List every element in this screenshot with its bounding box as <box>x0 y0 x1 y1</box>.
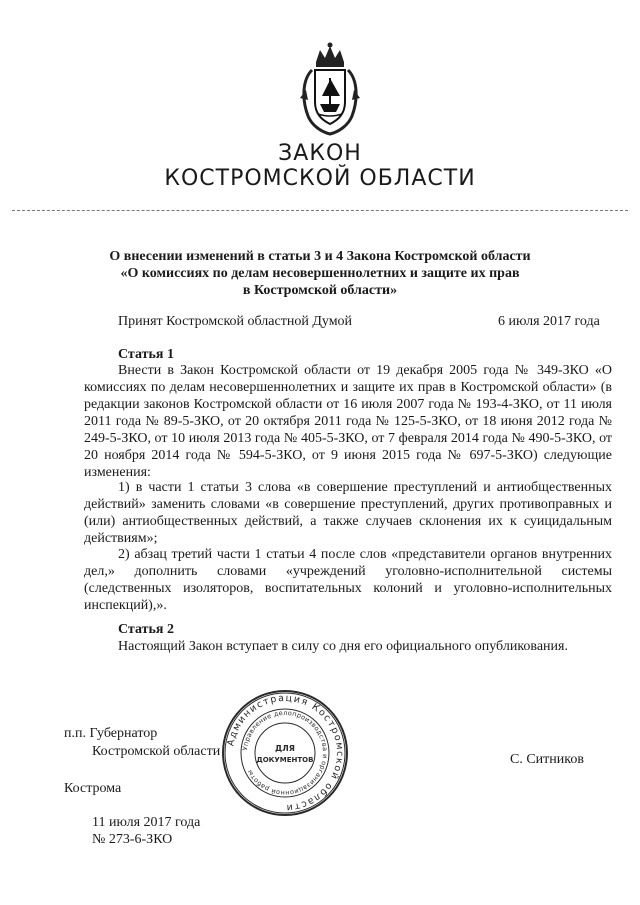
law-number: № 273-6-ЗКО <box>92 832 173 847</box>
signing-city: Кострома <box>64 781 122 796</box>
law-heading-line3: в Костромской области» <box>242 283 398 298</box>
svg-text:Управление делопроизводства и <box>241 709 329 797</box>
article1-title: Статья 1 <box>118 347 174 362</box>
adopted-date: 6 июля 2017 года <box>498 314 600 329</box>
signatory-region: Костромской области <box>92 744 221 759</box>
law-heading-line2: «О комиссиях по делам несовершеннолетних и защите их прав <box>120 266 520 281</box>
signatory-title: п.п. Губернатор <box>64 726 158 741</box>
article2-title: Статья 2 <box>118 622 174 637</box>
article1-item1: 1) в части 1 статьи 3 слова «в совершение преступлений и антиобщественных действий» заменить словами «в совершение преступлений, других противоправных и (или) антиобщественных действий, а также случаев склонения их к суицидальным действиям»; <box>84 480 612 546</box>
article1-item2: 2) абзац третий части 1 статьи 4 после слов «представители органов внутренних дел,» дополнить словами «учреждений уголовно-исполнительной системы (следственных изоляторов, воспитательных колоний и уголовно-исполнительных инспекций),». <box>84 547 612 613</box>
coat-of-arms-emblem <box>298 40 362 136</box>
header-divider <box>12 210 628 211</box>
law-heading-line1: О внесении изменений в статьи 3 и 4 Закона Костромской области <box>109 249 531 264</box>
law-title: ЗАКОН <box>278 141 362 166</box>
law-region: КОСТРОМСКОЙ ОБЛАСТИ <box>164 166 476 191</box>
article1-intro: Внести в Закон Костромской области от 19 декабря 2005 года № 349-ЗКО «О комиссиях по делам несовершеннолетних и защите их прав в Костромской области» (в редакции законов Костромской области от 16 июля 2007 года № 193-4-ЗКО, от 11 июля 2011 года № 89-5-ЗКО, от 20 октября 2011 года № 125-5-ЗКО, от 18 июня 2012 года № 249-5-ЗКО, от 10 июля 2013 года № 405-5-ЗКО, от 7 февраля 2014 года № 490-5-ЗКО, от 20 ноября 2014 года № 594-5-ЗКО, от 9 июня 2015 года № 697-5-ЗКО) следующие изменения: <box>84 363 612 480</box>
signatory-name: С. Ситников <box>510 752 584 767</box>
seal-center-line2: ДОКУМЕНТОВ <box>256 756 314 764</box>
article2-text: Настоящий Закон вступает в силу со дня его официального опубликования. <box>118 639 568 654</box>
seal-center-line1: ДЛЯ <box>275 744 295 753</box>
adopted-by: Принят Костромской областной Думой <box>118 314 353 329</box>
seal-inner-text: Управление делопроизводства и организационной работы <box>241 708 330 798</box>
signing-date: 11 июля 2017 года <box>92 815 201 830</box>
seal-outer-text: Администрация Костромской области <box>225 692 346 814</box>
official-seal-stamp <box>220 688 350 818</box>
